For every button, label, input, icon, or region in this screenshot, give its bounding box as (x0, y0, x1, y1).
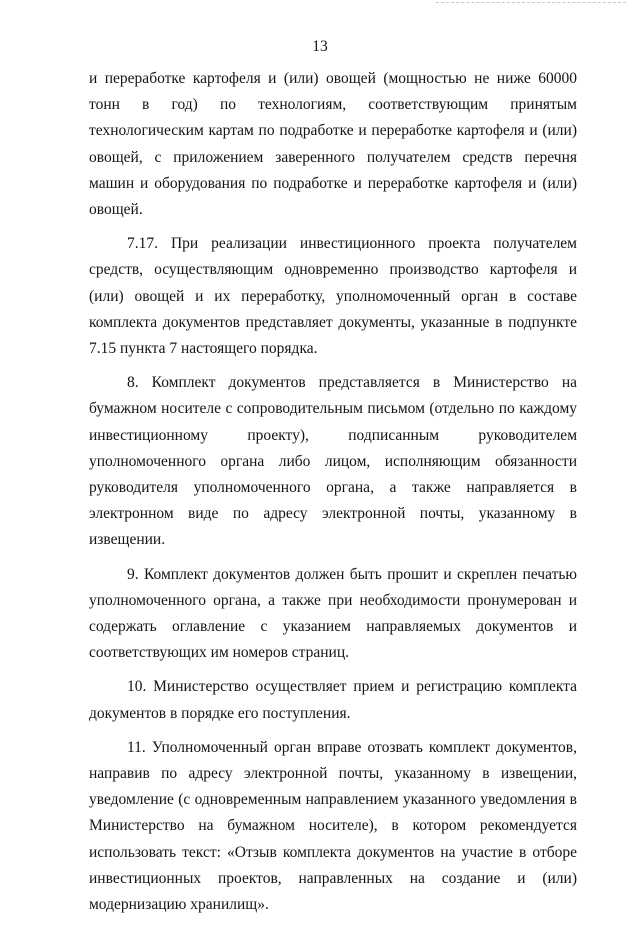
document-body (89, 66, 577, 926)
paragraph-9: 9. Комплект документов должен быть прошит и скреплен печатью уполномоченного органа, а также при необходимости пронумерован и содержать оглавление с указанием направляемых документов и соответствующих им номеров страниц. (89, 565, 577, 662)
paragraph-11: 11. Уполномоченный орган вправе отозвать комплект документов, направив по адресу электронной почты, указанному в извещении, уведомление (с одновременным направлением указанного уведомления в Министерство на бумажном носителе), в котором рекомендуется использовать текст: «Отзыв комплекта документов на участие в отборе инвестиционных проектов, направленных на создание и (или) модернизацию хранилищ». (89, 738, 577, 914)
paragraph-8: 8. Комплект документов представляется в Министерство на бумажном носителе с сопроводительным письмом (отдельно по каждому инвестиционному проекту), подписанным руководителем уполномоченного органа либо лицом, исполняющим обязанности руководителя уполномоченного органа, а также направляется в электронном виде по адресу электронной почты, указанному в извещении. (89, 374, 577, 549)
paragraph-10: 10. Министерство осуществляет прием и регистрацию комплекта документов в порядке его поступления. (89, 678, 577, 722)
paragraph-continuation: и переработке картофеля и (или) овощей (мощностью не ниже 60000 тонн в год) по технологиям, соответствующим принятым технологическим картам по подработке и переработке картофеля и (или) овощей, с приложением заверенного получателем средств перечня машин и оборудования по подработке и переработке картофеля и (или) овощей. (89, 70, 577, 219)
page-number: 13 (312, 38, 328, 55)
paragraph-7-17: 7.17. При реализации инвестиционного проекта получателем средств, осуществляющим одновременно производство картофеля и (или) овощей и их переработку, уполномоченный орган в составе комплекта документов представляет документы, указанные в подпункте 7.15 пункта 7 настоящего порядка. (89, 235, 577, 358)
